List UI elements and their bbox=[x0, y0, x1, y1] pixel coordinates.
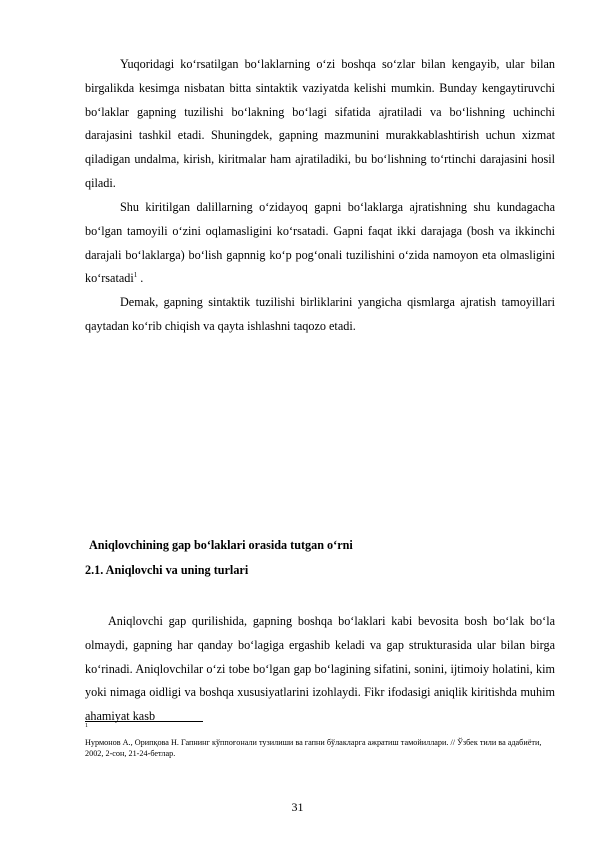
paragraph-1-text: Yuqoridagi ko‘rsatilgan bo‘laklarning o‘zi boshqa so‘zlar bilan kengayib, ular bilan birgalikda kesimga nisbatan bitta sintaktik vaziyatda kelishi mumkin. Bunday kengaytiruvchi bo‘laklar gapning tuzilishi bo‘lakning bo‘lagi sifatida ajratiladi va bo‘lishning uchinchi darajasini tashkil etadi. Shuningdek, gapning mazmunini murakkablashtirish uchun xizmat qiladigan undalma, kirish, kiritmalar ham ajratiladiki, bu bo‘lishning to‘rtinchi darajasini hosil qiladi. bbox=[85, 57, 555, 190]
paragraph-2-end: . bbox=[137, 271, 144, 286]
section-subtitle: 2.1. Aniqlovchi va uning turlari bbox=[85, 563, 249, 577]
paragraph-1 bbox=[85, 53, 555, 196]
section-title: Aniqlovchining gap bo‘laklari orasida tutgan o‘rni bbox=[89, 538, 353, 552]
section-body bbox=[85, 610, 555, 729]
page-number: 31 bbox=[291, 800, 304, 814]
footnote-divider bbox=[85, 721, 203, 722]
paragraph-3 bbox=[85, 291, 555, 339]
paragraph-2-text: Shu kiritilgan dalillarning o‘zidayoq gapni bo‘laklarga ajratishning shu kundagacha bo‘lgan tamoyili o‘zini oqlamasligini ko‘rsatadi. Gapni faqat ikki darajaga (bosh va ikkinchi darajali bo‘laklarga) bo‘lish gapnnig ko‘p pog‘onali tuzilishini o‘zida namoyon eta olmasligini ko‘rsatadi bbox=[85, 200, 555, 286]
paragraph-3-text: Demak, gapning sintaktik tuzilishi birliklarini yangicha qismlarga ajratish tamoyillari qaytadan ko‘rib chiqish va qayta ishlashni taqozo etadi. bbox=[85, 295, 555, 333]
footnote-reference[interactable]: 1 bbox=[133, 271, 138, 280]
footnote-text: Нурмонов А., Орипқова Н. Гапнинг кўппоғонали тузилиши ва гапни бўлакларга ажратиш тамойиллари. // Ўзбек тили ва адабиёти, 2002, 2-сон, 21-24-бетлар. bbox=[85, 738, 542, 758]
footnote-mark: 1 bbox=[85, 723, 88, 729]
paragraph-2 bbox=[85, 196, 555, 291]
section-body-text: Aniqlovchi gap qurilishida, gapning boshqa bo‘laklari kabi bevosita bosh bo‘lak bo‘la olmaydi, gapning har qanday bo‘lagiga ergashib keladi va gap strukturasida ular bilan birga ko‘rinadi. Aniqlovchilar o‘zi tobe bo‘lgan gap bo‘lagining sifatini, sonini, ijtimoiy holatini, kim yoki nimaga oidligi va boshqa xususiyatlarini izohlaydi. Fikr ifodasigi aniqlik kiritishda muhim ahamiyat kasb bbox=[85, 614, 555, 724]
